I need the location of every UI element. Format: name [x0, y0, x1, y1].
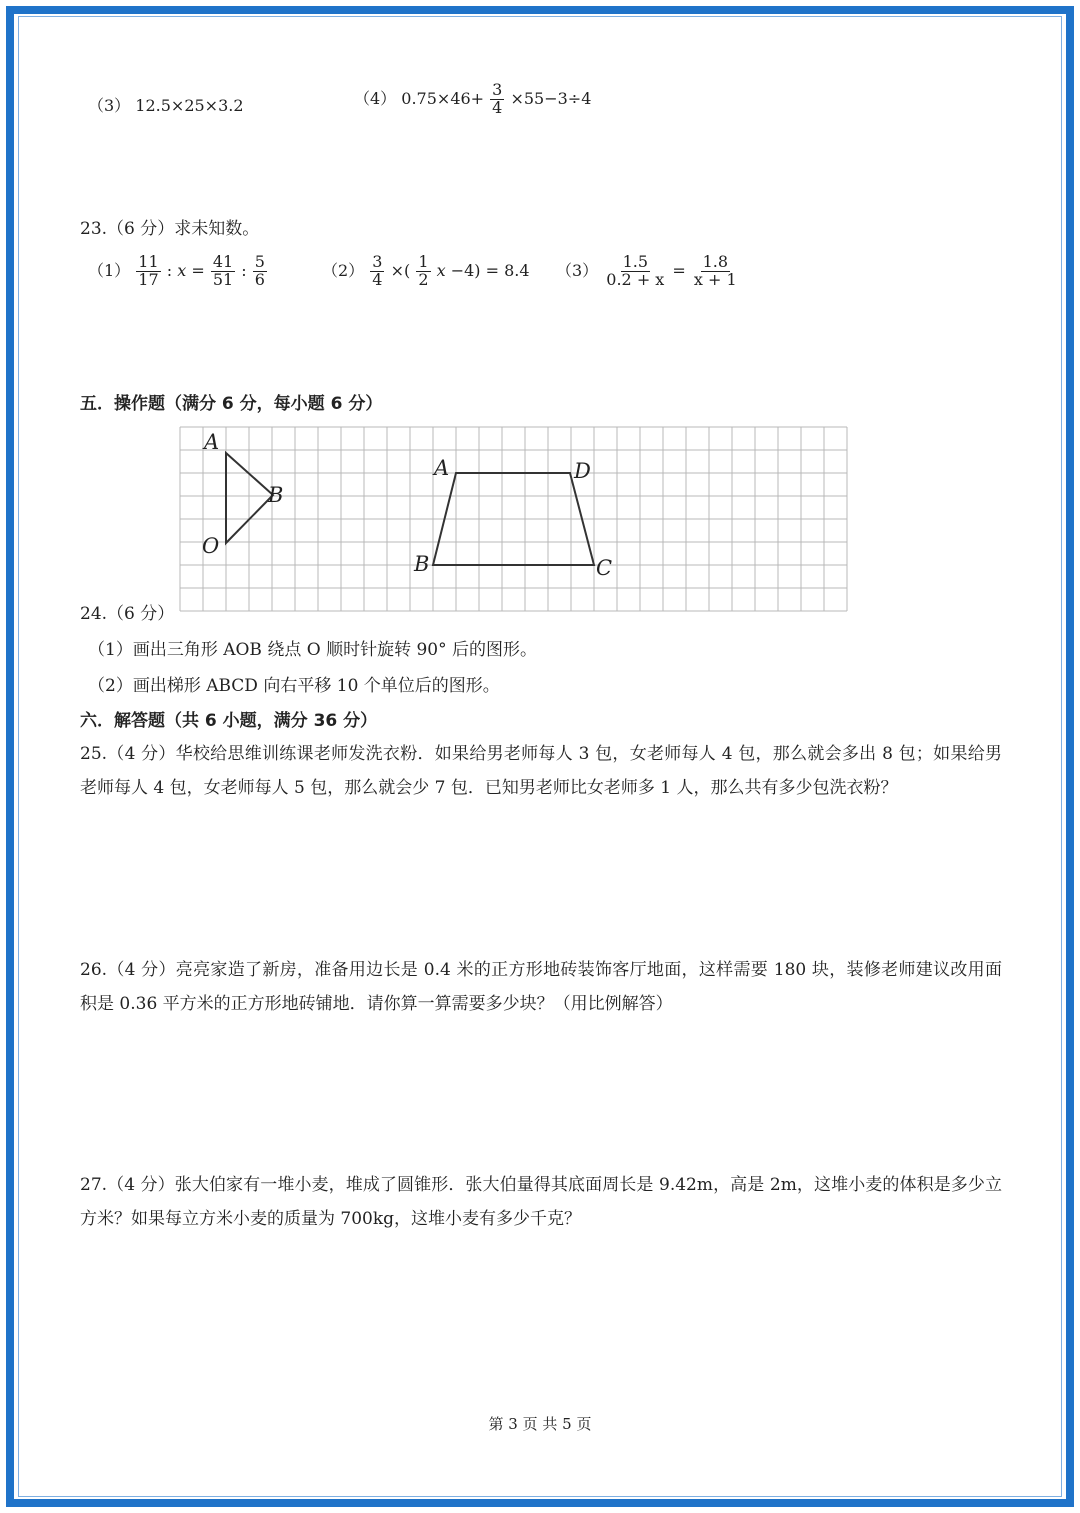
q23-part3-frac-a: $\frac{1.5}{0.2 + x}$ [606, 252, 665, 289]
q26-text: 26.（4 分）亮亮家造了新房，准备用边长是 0.4 米的正方形地砖装饰客厅地面，这样需要 180 块，装修老师建议改用面积是 0.36 平方米的正方形地砖铺地．请你算一算需要多少块？（用比例解答） [80, 960, 1002, 1014]
label-tri-A: A [204, 430, 220, 454]
q22-part4-label: （4） [354, 88, 397, 108]
grid-lines [180, 427, 847, 611]
q25-text: 25.（4 分）华校给思维训练课老师发洗衣粉．如果给男老师每人 3 包，女老师每人 4 包，那么就会多出 8 包；如果给男老师每人 4 包，女老师每人 5 包，那么就会少 7 包．已知男老师比女老师多 1 人，那么共有多少包洗衣粉？ [80, 744, 1002, 798]
label-trap-A: A [434, 456, 450, 480]
section6-title: 六．解答题（共 6 小题，满分 36 分） [80, 711, 378, 731]
q23-part2-frac-b: $\frac{1}{2}$ [418, 252, 429, 289]
q23-part2-frac-a: $\frac{3}{4}$ [372, 252, 383, 289]
page-footer: 第 3 页 共 5 页 [488, 1415, 592, 1433]
q23-part2: （2） $\frac{3}{4}$ ×( $\frac{1}{2}$ x −4) = 8.4 [322, 252, 530, 289]
q22-part4-pre: 0.75×46+ [401, 88, 485, 108]
q22-part3 [88, 93, 244, 116]
q22-part4-post: ×55−3÷4 [510, 88, 592, 108]
q24-header: 24.（6 分） [80, 604, 175, 624]
label-trap-C: C [596, 556, 613, 580]
q24-item1: （1）画出三角形 AOB 绕点 O 顺时针旋转 90° 后的图形。 [88, 640, 538, 660]
q23-part1: （1） $\frac{11}{17}$ : x = $\frac{41}{51}$ : $\frac{5}{6}$ [88, 252, 265, 289]
section5-title: 五．操作题（满分 6 分，每小题 6 分） [80, 394, 383, 414]
label-trap-D: D [574, 459, 591, 483]
q23-part1-frac-c: $\frac{5}{6}$ [254, 252, 265, 289]
label-tri-O: O [202, 534, 220, 558]
q23-part1-frac-b: $\frac{41}{51}$ [212, 252, 234, 289]
q22-part3-label: （3） [88, 96, 131, 115]
q27-text: 27.（4 分）张大伯家有一堆小麦，堆成了圆锥形．张大伯量得其底面周长是 9.42m，高是 2m，这堆小麦的体积是多少立方米？如果每立方米小麦的质量为 700kg，这堆小麦有多少千克？ [80, 1175, 1002, 1229]
q22-part4-fraction: $\frac{3}{4}$ [492, 80, 503, 117]
q24-item2: （2）画出梯形 ABCD 向右平移 10 个单位后的图形。 [88, 676, 500, 696]
label-trap-B: B [414, 552, 430, 576]
q23-part3-frac-b: $\frac{1.8}{x + 1}$ [693, 252, 737, 289]
label-tri-B: B [268, 483, 284, 507]
grid-figure [178, 425, 848, 615]
q23-header: 23.（6 分）求未知数。 [80, 219, 260, 239]
q22-part3-expr: 12.5×25×3.2 [135, 96, 244, 115]
q23-part1-frac-a: $\frac{11}{17}$ [138, 252, 159, 289]
q22-part4 [354, 82, 591, 117]
q23-part3: （3） $\frac{1.5}{0.2 + x}$ = $\frac{1.8}{x + 1}$ [556, 252, 737, 289]
